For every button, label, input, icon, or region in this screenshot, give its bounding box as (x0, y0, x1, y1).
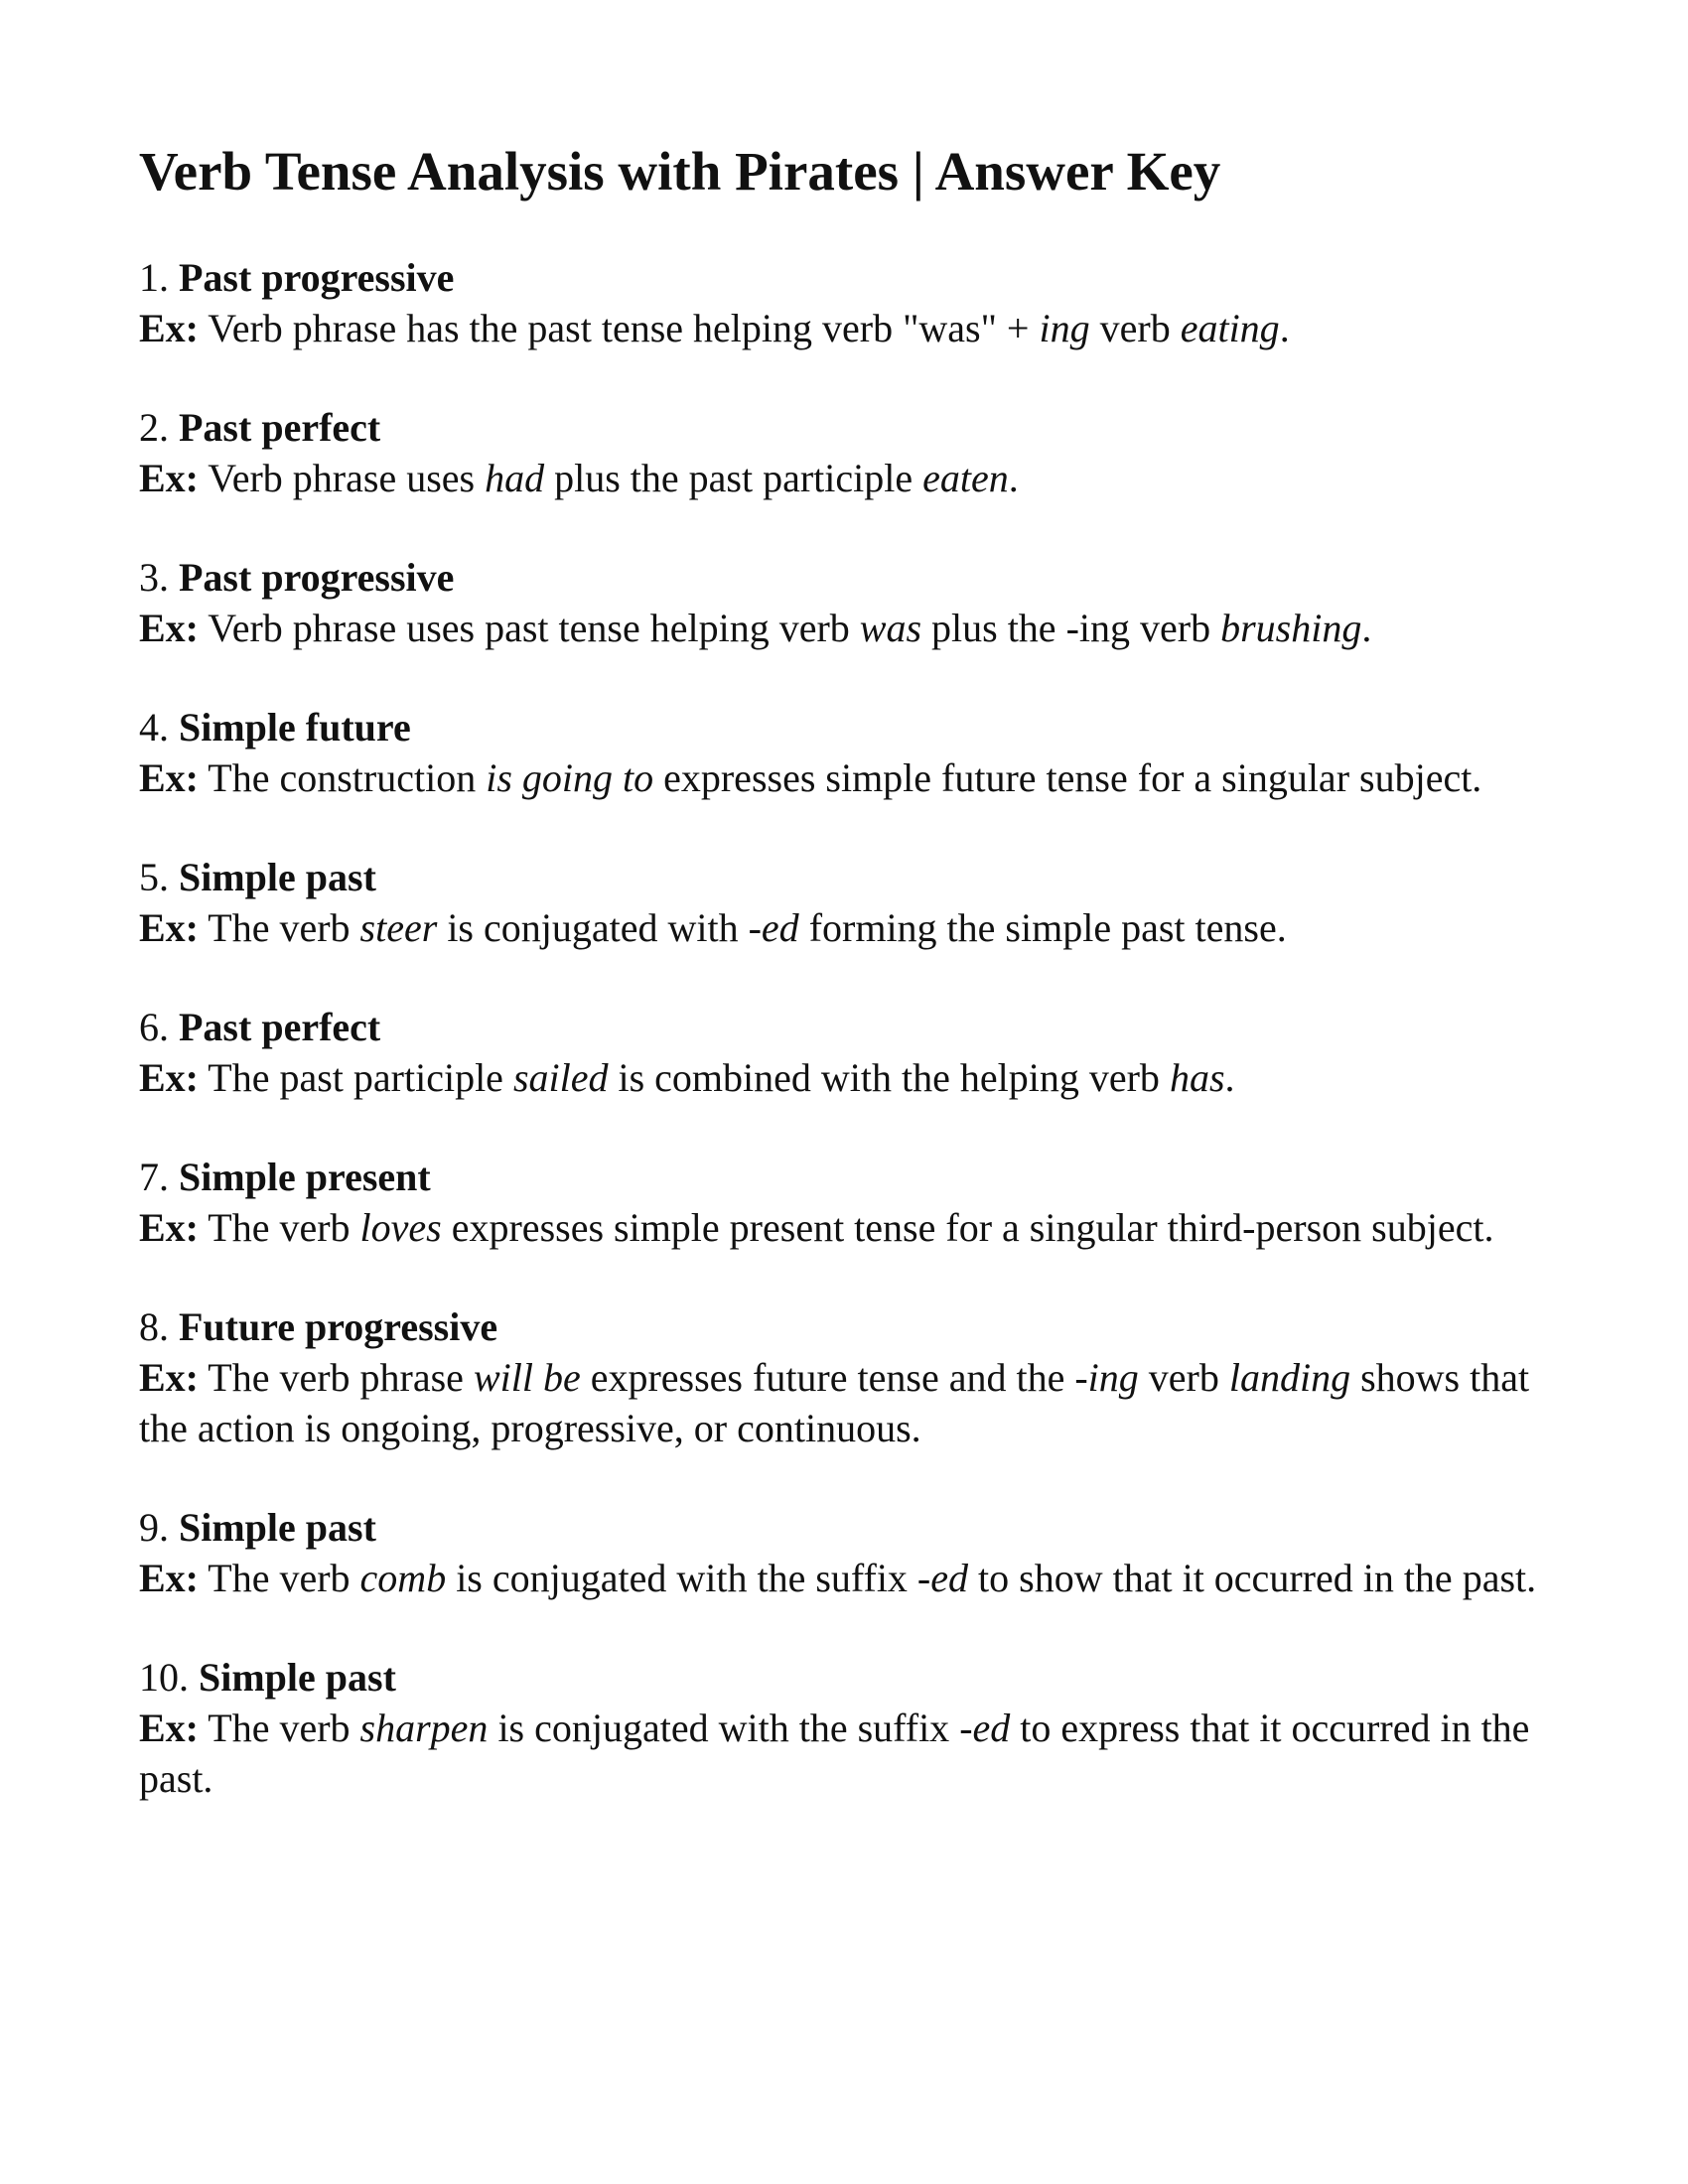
explanation-text: The verb (208, 1205, 360, 1250)
answer-item (139, 402, 1549, 503)
explanation-text: The construction (208, 755, 487, 800)
answer-explanation (139, 603, 1549, 653)
explanation-text: is conjugated with - (437, 905, 762, 950)
answer-number: 6. (139, 1005, 169, 1049)
answer-explanation (139, 1553, 1549, 1603)
explanation-text: Verb phrase uses past tense helping verb (208, 606, 860, 650)
answer-tense: Simple past (179, 1505, 376, 1550)
explanation-text: The verb phrase (208, 1355, 474, 1400)
explanation-text: expresses future tense and the - (580, 1355, 1088, 1400)
explanation-italic-text: eaten (922, 456, 1009, 500)
explanation-italic-text: loves (359, 1205, 442, 1250)
answer-explanation (139, 1703, 1549, 1804)
explanation-text: Verb phrase uses (208, 456, 486, 500)
explanation-text: plus the -ing verb (921, 606, 1221, 650)
answer-explanation (139, 303, 1549, 353)
answer-heading (139, 852, 1549, 902)
explanation-italic-text: landing (1228, 1355, 1351, 1400)
answer-tense: Past progressive (179, 555, 455, 600)
explanation-italic-text: ed (930, 1556, 969, 1600)
example-label: Ex: (139, 606, 199, 650)
answer-item (139, 1502, 1549, 1603)
answer-tense: Past progressive (179, 255, 455, 300)
answer-explanation (139, 1202, 1549, 1253)
explanation-italic-text: eating (1180, 306, 1280, 350)
explanation-italic-text: brushing (1220, 606, 1362, 650)
answer-list (139, 252, 1549, 1804)
answer-heading (139, 1152, 1549, 1202)
explanation-text: . (1361, 606, 1372, 650)
answer-number: 8. (139, 1304, 169, 1349)
explanation-italic-text: has (1169, 1055, 1225, 1100)
example-label: Ex: (139, 456, 199, 500)
explanation-italic-text: is going to (486, 755, 654, 800)
answer-heading (139, 1002, 1549, 1052)
explanation-italic-text: sailed (512, 1055, 609, 1100)
answer-heading (139, 252, 1549, 303)
answer-tense: Future progressive (179, 1304, 498, 1349)
explanation-text: forming the simple past tense. (798, 905, 1287, 950)
answer-item (139, 1002, 1549, 1103)
answer-explanation (139, 1052, 1549, 1103)
explanation-text: . (1224, 1055, 1235, 1100)
answer-explanation (139, 453, 1549, 503)
answer-explanation (139, 902, 1549, 953)
explanation-italic-text: steer (359, 905, 438, 950)
answer-heading (139, 702, 1549, 752)
explanation-italic-text: -ed (959, 1706, 1011, 1750)
answer-number: 10. (139, 1655, 189, 1700)
answer-item (139, 702, 1549, 803)
explanation-text: The verb (208, 1706, 360, 1750)
explanation-text: is conjugated with the suffix (488, 1706, 960, 1750)
answer-heading (139, 1502, 1549, 1553)
answer-tense: Past perfect (179, 405, 381, 450)
explanation-italic-text: ed (761, 905, 799, 950)
answer-heading (139, 1652, 1549, 1703)
explanation-text: expresses simple future tense for a singular subject. (653, 755, 1482, 800)
explanation-text: expresses simple present tense for a singular third-person subject. (441, 1205, 1494, 1250)
explanation-text: The past participle (208, 1055, 513, 1100)
answer-explanation (139, 752, 1549, 803)
answer-explanation (139, 1352, 1549, 1453)
answer-number: 2. (139, 405, 169, 450)
explanation-text: Verb phrase has the past tense helping verb "was" + (208, 306, 1040, 350)
answer-number: 3. (139, 555, 169, 600)
explanation-text: to show that it occurred in the past. (968, 1556, 1537, 1600)
example-label: Ex: (139, 1355, 199, 1400)
example-label: Ex: (139, 755, 199, 800)
explanation-italic-text: ing (1039, 306, 1090, 350)
answer-tense: Simple future (179, 705, 411, 750)
answer-heading (139, 402, 1549, 453)
explanation-text: The verb (208, 1556, 360, 1600)
explanation-text: . (1279, 306, 1290, 350)
answer-item (139, 252, 1549, 353)
answer-item (139, 1301, 1549, 1453)
explanation-italic-text: was (859, 606, 922, 650)
explanation-text: . (1008, 456, 1019, 500)
answer-number: 7. (139, 1155, 169, 1199)
explanation-italic-text: ing (1087, 1355, 1139, 1400)
example-label: Ex: (139, 1205, 199, 1250)
answer-number: 4. (139, 705, 169, 750)
answer-tense: Simple past (179, 855, 376, 899)
answer-number: 5. (139, 855, 169, 899)
explanation-text: The verb (208, 905, 360, 950)
example-label: Ex: (139, 1706, 199, 1750)
explanation-text: is conjugated with the suffix - (446, 1556, 931, 1600)
answer-tense: Simple present (179, 1155, 431, 1199)
explanation-italic-text: had (485, 456, 545, 500)
explanation-italic-text: comb (359, 1556, 447, 1600)
explanation-italic-text: sharpen (359, 1706, 489, 1750)
answer-item (139, 1652, 1549, 1804)
example-label: Ex: (139, 1055, 199, 1100)
answer-heading (139, 1301, 1549, 1352)
answer-number: 9. (139, 1505, 169, 1550)
answer-item (139, 552, 1549, 653)
answer-tense: Past perfect (179, 1005, 381, 1049)
explanation-text: verb (1089, 306, 1181, 350)
explanation-text: shows that the action is ongoing, progressive, or continuous. (139, 1355, 1530, 1450)
example-label: Ex: (139, 905, 199, 950)
worksheet-page (139, 139, 1549, 1852)
example-label: Ex: (139, 306, 199, 350)
answer-heading (139, 552, 1549, 603)
explanation-text: verb (1138, 1355, 1229, 1400)
answer-item (139, 852, 1549, 953)
explanation-text: to express that it occurred in the past. (139, 1706, 1530, 1801)
page-title: Verb Tense Analysis with Pirates | Answer Key (139, 141, 1221, 202)
explanation-italic-text: will be (473, 1355, 581, 1400)
example-label: Ex: (139, 1556, 199, 1600)
explanation-text: is combined with the helping verb (608, 1055, 1170, 1100)
answer-tense: Simple past (199, 1655, 396, 1700)
answer-item (139, 1152, 1549, 1253)
explanation-text: plus the past participle (544, 456, 923, 500)
answer-number: 1. (139, 255, 169, 300)
